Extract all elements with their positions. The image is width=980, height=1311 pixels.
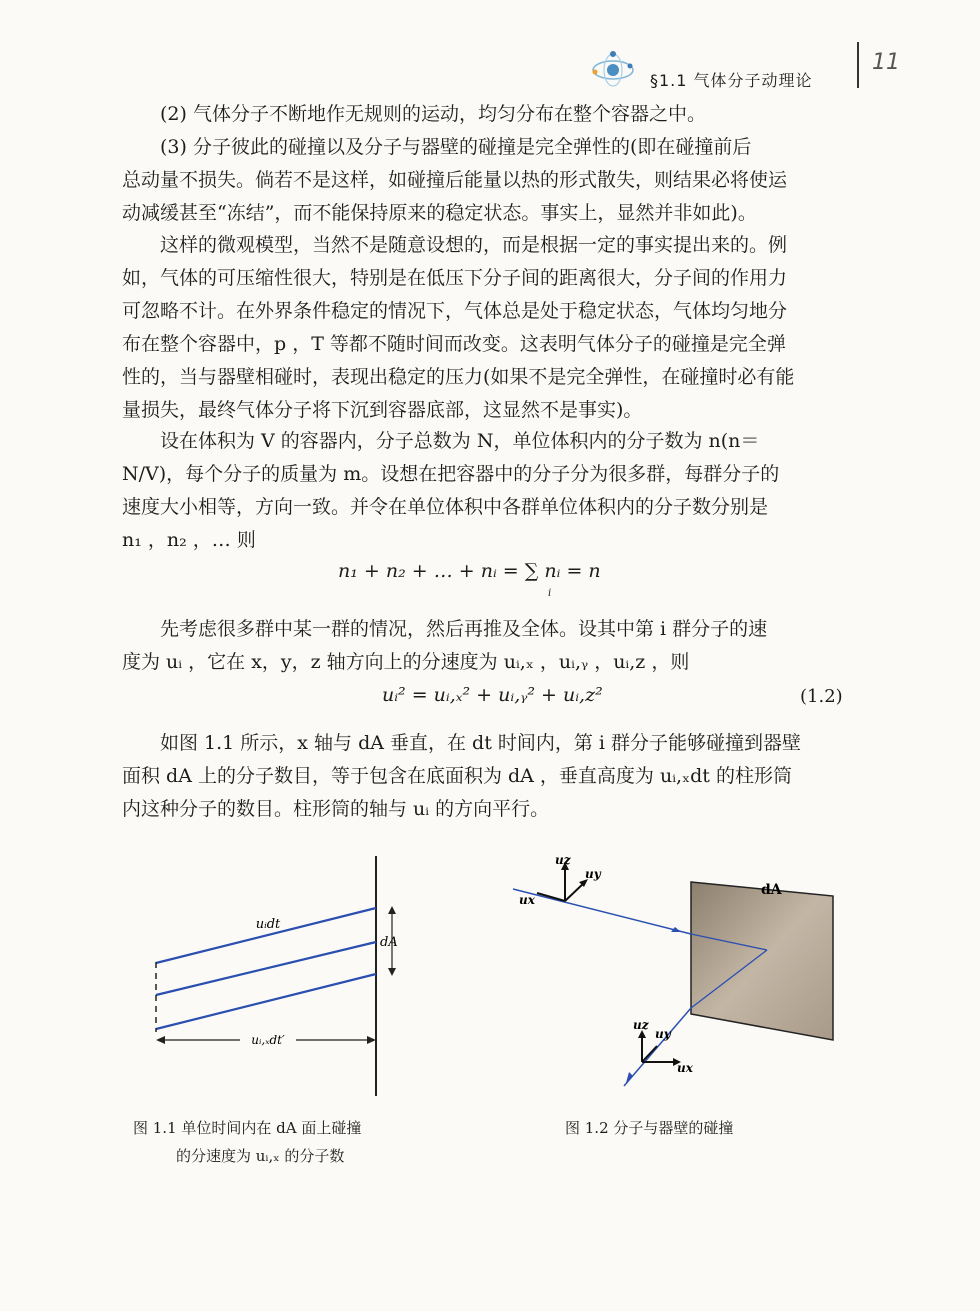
paragraph-velocity	[122, 613, 858, 679]
text-line: 总动量不损失。倘若不是这样，如碰撞后能量以热的形式散失，则结果必将使运	[122, 169, 788, 191]
text-line: N/V)，每个分子的质量为 m。设想在把容器中的分子分为很多群，每群分子的	[122, 463, 780, 485]
text-line: 先考虑很多群中某一群的情况，然后再推及全体。设其中第 i 群分子的速	[160, 618, 768, 640]
label-uz-bottom: uz	[633, 1018, 649, 1032]
header-divider	[857, 42, 859, 88]
paragraph-assumption-2	[122, 98, 858, 131]
equation-sum: n₁ + n₂ + … + nᵢ = ∑ nᵢ = n	[338, 560, 601, 582]
label-dA-fig2: dA	[761, 882, 782, 898]
text-line: (3) 分子彼此的碰撞以及分子与器壁的碰撞是完全弹性的(即在碰撞前后	[160, 136, 752, 158]
figure-1-1	[140, 850, 400, 1104]
equation-velocity-squared: uᵢ² = uᵢ,ₓ² + uᵢ,ᵧ² + uᵢ,z²	[382, 684, 603, 706]
header-logo-icon	[590, 48, 636, 88]
label-uy-bottom: uy	[655, 1027, 671, 1041]
equation-number: (1.2)	[800, 686, 843, 707]
section-header: §1.1 气体分子动理论	[650, 71, 813, 90]
figure-1-1-caption-line1: 图 1.1 单位时间内在 dA 面上碰撞	[133, 1119, 362, 1137]
label-uidt: uᵢdt	[255, 917, 281, 932]
figure-1-2	[505, 846, 855, 1110]
axes-top	[537, 862, 588, 901]
paragraph-setup	[122, 425, 858, 557]
wall-plate	[691, 882, 833, 1040]
text-line: 量损失，最终气体分子将下沉到容器底部，这显然不是事实)。	[122, 399, 643, 421]
text-line: 动减缓甚至“冻结”，而不能保持原来的稳定状态。事实上，显然并非如此)。	[122, 202, 757, 224]
reflected-ray	[513, 889, 691, 934]
cylinder-line-bottom	[156, 974, 376, 1029]
text-line: 设在体积为 V 的容器内，分子总数为 N，单位体积内的分子数为 n(n＝	[160, 430, 760, 452]
text-line: 可忽略不计。在外界条件稳定的情况下，气体总是处于稳定状态，气体均匀地分	[122, 300, 788, 322]
text-line: 如，气体的可压缩性很大，特别是在低压下分子间的距离很大，分子间的作用力	[122, 267, 788, 289]
label-ux-top: ux	[519, 893, 535, 907]
text-line: 速度大小相等，方向一致。并令在单位体积中各群单位体积内的分子数分别是	[122, 496, 769, 518]
text-line: 这样的微观模型，当然不是随意设想的，而是根据一定的事实提出来的。例	[160, 234, 788, 256]
label-uy-top: uy	[585, 867, 601, 881]
text-line: 如图 1.1 所示，x 轴与 dA 垂直，在 dt 时间内，第 i 群分子能够碰撞到器壁	[160, 732, 802, 754]
text-line: n₁ ，n₂ ，… 则	[122, 529, 256, 551]
text-line: 面积 dA 上的分子数目，等于包含在底面积为 dA ，垂直高度为 uᵢ,ₓdt 的柱形筒	[122, 765, 792, 787]
cylinder-line-middle	[156, 942, 376, 995]
paragraph-assumption-3	[122, 131, 858, 230]
text-line: 度为 uᵢ ，它在 x，y，z 轴方向上的分速度为 uᵢ,ₓ ，uᵢ,ᵧ ，uᵢ,z ，则	[122, 651, 690, 673]
label-ux-bottom: ux	[677, 1061, 693, 1075]
label-uixdt: uᵢ,ₓdt′	[251, 1033, 285, 1047]
text-line: 内这种分子的数目。柱形筒的轴与 uᵢ 的方向平行。	[122, 798, 550, 820]
paragraph-figure-reference	[122, 727, 858, 826]
label-uz-top: uz	[555, 853, 571, 867]
figure-1-1-caption-line2: 的分速度为 uᵢ,ₓ 的分子数	[176, 1147, 345, 1165]
label-dA: dA	[380, 935, 398, 950]
paragraph-model-justification	[122, 229, 858, 427]
equation-sum-index: i	[548, 588, 552, 599]
text-line: 布在整个容器中，p ，T 等都不随时间而改变。这表明气体分子的碰撞是完全弹	[122, 333, 786, 355]
page-number: 11	[872, 50, 900, 75]
figure-1-2-caption: 图 1.2 分子与器壁的碰撞	[565, 1119, 734, 1137]
text-line: (2) 气体分子不断地作无规则的运动，均匀分布在整个容器之中。	[160, 103, 706, 125]
text-line: 性的，当与器壁相碰时，表现出稳定的压力(如果不是完全弹性，在碰撞时必有能	[122, 366, 795, 388]
